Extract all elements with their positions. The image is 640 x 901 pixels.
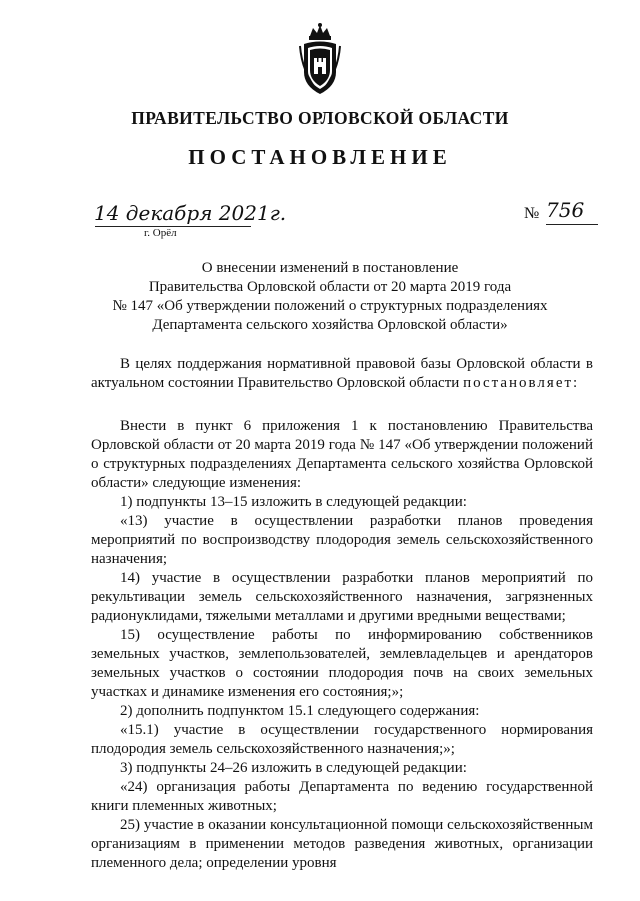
number-label: № bbox=[524, 205, 540, 222]
body-paragraph: 2) дополнить подпунктом 15.1 следующего содержания: bbox=[120, 703, 480, 719]
body-paragraph: «13) участие в осуществлении разработки планов проведения мероприятий по воспроизводству плодородия земель сельскохозяйственного назначения; bbox=[91, 513, 593, 567]
body-paragraph: «15.1) участие в осуществлении государственного нормирования плодородия земель сельскохозяйственного назначения;»; bbox=[91, 722, 593, 757]
handwritten-number: 756 bbox=[546, 198, 585, 222]
body-paragraph: 1) подпункты 13–15 изложить в следующей редакции: bbox=[120, 494, 467, 510]
body-paragraph: Внести в пункт 6 приложения 1 к постановлению Правительства Орловской области от 20 марта 2019 года № 147 «Об утверждении положений о структурных подразделениях Департамента сельского хозяйства Орловской области» следующие изменения: bbox=[91, 418, 593, 491]
document-subject bbox=[60, 259, 600, 335]
preamble-text: В целях поддержания нормативной правовой базы Орловской области в актуальном состоянии Правительство Орловской области bbox=[91, 356, 593, 391]
subject-line: Правительства Орловской области от 20 марта 2019 года bbox=[148, 279, 512, 295]
handwritten-date: 14 декабря 2021г. bbox=[94, 201, 287, 225]
government-title: ПРАВИТЕЛЬСТВО ОРЛОВСКОЙ ОБЛАСТИ bbox=[131, 108, 509, 128]
body-paragraph: 14) участие в осуществлении разработки планов мероприятий по рекультивации земель сельскохозяйственного назначения, загрязненных радионуклидами, тяжелыми металлами и другими вредными веществами; bbox=[91, 570, 593, 624]
subject-line: № 147 «Об утверждении положений о структурных подразделениях bbox=[112, 298, 548, 314]
preamble-paragraph bbox=[91, 355, 593, 393]
subject-line: Департамента сельского хозяйства Орловской области» bbox=[152, 317, 508, 333]
coat-of-arms-emblem bbox=[298, 22, 342, 96]
body-paragraph: 3) подпункты 24–26 изложить в следующей редакции: bbox=[120, 760, 467, 776]
subject-line: О внесении изменений в постановление bbox=[201, 260, 459, 276]
preamble-resolution-word: постановляет: bbox=[463, 375, 580, 391]
body-paragraph: 15) осуществление работы по информированию собственников земельных участков, землепользователей, землевладельцев и арендаторов земельных участков о состоянии плодородия почв на своих земельных участках и динамике изменения его состояния;»; bbox=[91, 627, 593, 700]
preamble bbox=[91, 355, 593, 393]
body-paragraph: 25) участие в оказании консультационной помощи сельскохозяйственным организациям в применении методов разведения животных, организации племенного дела; определении уровня bbox=[91, 817, 593, 871]
document-type-title: ПОСТАНОВЛЕНИЕ bbox=[188, 145, 452, 169]
city-label: г. Орёл bbox=[144, 227, 177, 239]
document-body bbox=[91, 417, 593, 873]
body-paragraph: «24) организация работы Департамента по ведению государственной книги племенных животных; bbox=[91, 779, 593, 814]
number-underline bbox=[546, 224, 598, 225]
